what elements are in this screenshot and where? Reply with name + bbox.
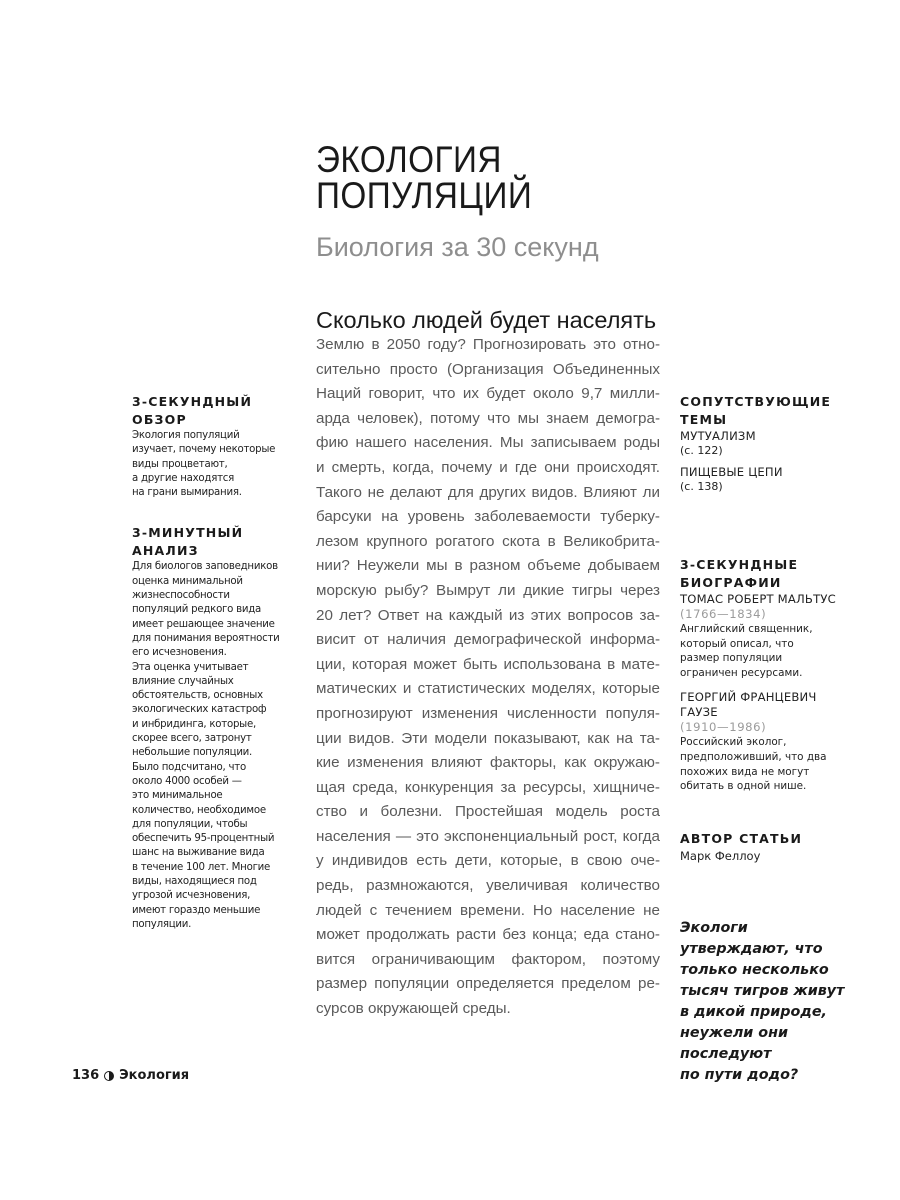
bio-description: Английский священник, который описал, что размер популяции ограничен ресурсами. — [680, 623, 813, 679]
body-line: и смерть, когда, почему и где они происходят. — [316, 458, 660, 476]
bio-dates: (1910—1986) — [680, 720, 767, 735]
author-name: Марк Феллоу — [680, 848, 761, 863]
body-line: людей с течением времени. Но население не — [316, 901, 660, 919]
page-footer — [72, 1067, 189, 1085]
body-line: матических и статистических моделях, которые — [316, 680, 660, 698]
bios-heading: 3-СЕКУНДНЫЕ БИОГРАФИИ — [680, 557, 799, 590]
body-line: населения — это экспоненциальный рост, когда — [316, 827, 660, 845]
body-line: размер популяции определяется пределом ре- — [316, 975, 660, 993]
body-line: у индивидов есть дети, которые, в свою оче- — [316, 852, 660, 870]
half-circle-icon — [104, 1071, 114, 1081]
bio-name: ГЕОРГИЙ ФРАНЦЕВИЧ ГАУЗЕ — [680, 690, 817, 720]
left-sidebar — [132, 393, 292, 932]
body-line: Землю в 2050 году? Прогнозировать это отно- — [316, 336, 660, 353]
body-line: редь, размножаются, увеличивая количество — [316, 877, 660, 895]
body-line: фию нашего населения. Мы записываем роды — [316, 434, 660, 452]
page-title — [316, 139, 533, 216]
body-line: ции видов. Эти модели показывают, как на та- — [316, 729, 660, 747]
related-topic — [680, 465, 850, 494]
body-line: арда человек), потому что мы знаем демогра- — [316, 409, 660, 427]
related-topic — [680, 429, 850, 458]
body-line: морскую рыбу? Вымрут ли дикие тигры через — [316, 581, 660, 599]
title-line-2: ПОПУЛЯЦИЙ — [316, 175, 533, 216]
bio-entry — [680, 690, 850, 793]
related-topic-page: (с. 138) — [680, 480, 723, 493]
analysis-heading: 3-МИНУТНЫЙ АНАЛИЗ — [132, 525, 244, 559]
title-line-1: ЭКОЛОГИЯ — [316, 139, 502, 180]
overview-text: Экология популяций изучает, почему некоторые виды процветают, а другие находятся на грани вымирания. — [132, 430, 276, 499]
related-heading: СОПУТСТВУЮЩИЕ ТЕМЫ — [680, 394, 832, 427]
body-line: вится ограничивающим фактором, поэтому — [316, 950, 660, 968]
body-text — [316, 333, 660, 1022]
body-line: ство и болезни. Простейшая модель роста — [316, 803, 660, 821]
body-line: Наций говорит, что их будет около 9,7 милли- — [316, 385, 660, 403]
bio-dates: (1766—1834) — [680, 607, 767, 621]
body-line: нии? Неужели мы в разном объеме добываем — [316, 557, 660, 575]
bio-description: Российский эколог, предположивший, что два похожих вида не могут обитать в одной нише. — [680, 736, 827, 793]
body-line: щая среда, конкуренция за ресурсы, хищниче- — [316, 778, 660, 796]
bio-name: ТОМАС РОБЕРТ МАЛЬТУС — [680, 592, 836, 606]
lead-sentence: Сколько людей будет населять — [316, 307, 657, 333]
body-line: лезом крупного рогатого скота в Великобрита- — [316, 532, 660, 550]
pull-quote: Экологи утверждают, что только несколько тысяч тигров живут в дикой природе, неужели они последуют по пути додо? — [680, 920, 845, 1083]
related-topic-page: (с. 122) — [680, 444, 723, 457]
body-line: сительно просто (Организация Объединенных — [316, 360, 660, 378]
related-topic-name: МУТУАЛИЗМ — [680, 429, 756, 443]
body-line: Такого не делают для других видов. Влияют ли — [316, 483, 660, 501]
page-number: 136 — [72, 1068, 100, 1083]
body-line: ции, которая может быть использована в мате- — [316, 655, 660, 673]
author-heading: АВТОР СТАТЬИ — [680, 830, 803, 846]
analysis-text: Для биологов заповедников оценка минимальной жизнеспособности популяций редкого вида имеет решающее значение для понимания вероятности его исчезновения. Эта оценка учитывает влияние случайных обстоятельств, основных экологических катастроф и инбридинга, которые, скорее всего, затронут небольшие популяции. Было подсчитано, что около 4000 особей — это минимальное количество, необходимое для популяции, чтобы обеспечить 95-процентный шанс на выживание вида в течение 100 лет. Многие виды, находящиеся под угрозой исчезновения, имеют гораздо меньшие популяции. — [132, 561, 280, 930]
related-topic-name: ПИЩЕВЫЕ ЦЕПИ — [680, 465, 783, 479]
body-line: 20 лет? Ответ на каждый из этих вопросов за- — [316, 606, 660, 624]
subtitle: Биология за 30 секунд — [316, 232, 599, 262]
right-sidebar — [680, 393, 850, 864]
body-line: может продолжать расти без конца; еда стано- — [316, 926, 660, 944]
body-line: сурсов окружающей среды. — [316, 1000, 511, 1018]
body-line: барсуки на уровень заболеваемости туберку- — [316, 508, 660, 526]
body-line: висит от наличия демографической информа- — [316, 631, 660, 649]
footer-section: Экология — [119, 1068, 190, 1083]
body-line: кие изменения влияют факторы, как окружаю- — [316, 754, 660, 772]
bio-entry — [680, 592, 850, 680]
overview-heading: 3-СЕКУНДНЫЙ ОБЗОР — [132, 394, 253, 427]
body-line: прогнозируют изменения численности популя- — [316, 704, 660, 722]
